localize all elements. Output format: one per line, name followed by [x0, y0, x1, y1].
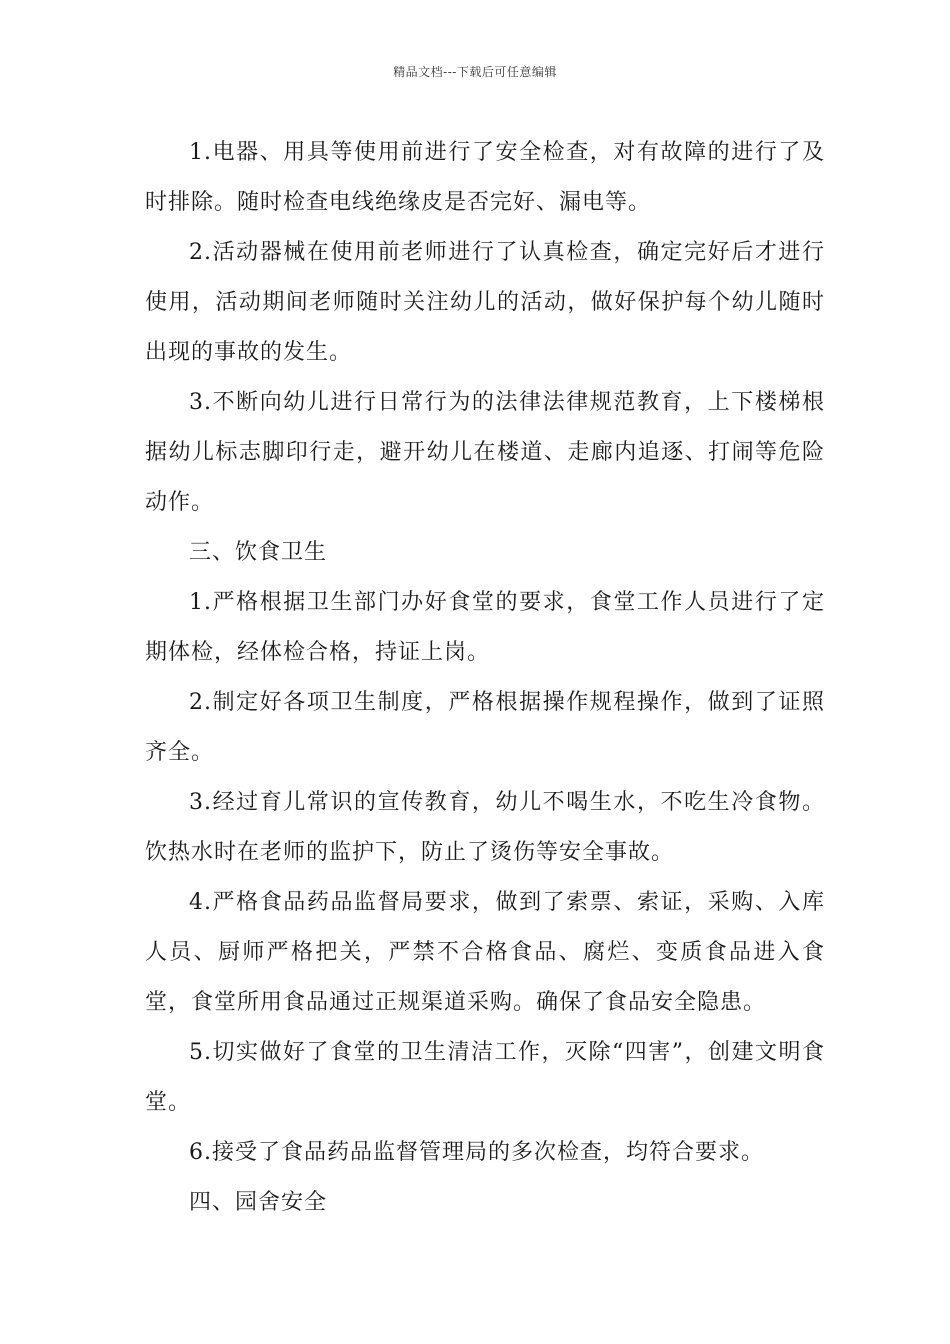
paragraph-activity-equipment: 2.活动器械在使用前老师进行了认真检查，确定完好后才进行使用，活动期间老师随时关注幼儿的活动，做好保护每个幼儿随时出现的事故的发生。 [145, 240, 825, 365]
paragraph-canteen-cleaning: 5.切实做好了食堂的卫生清洁工作，灭除“四害”，创建文明食堂。 [145, 1040, 825, 1115]
page-header: 精品文档---下载后可任意编辑 [393, 65, 557, 79]
paragraph-hygiene-rules: 2.制定好各项卫生制度，严格根据操作规程操作，做到了证照齐全。 [145, 690, 825, 765]
paragraph-electrical-safety: 1.电器、用具等使用前进行了安全检查，对有故障的进行了及时排除。随时检查电线绝缘皮是否完好、漏电等。 [145, 140, 825, 215]
section-heading-campus-safety: 四、园舍安全 [189, 1190, 328, 1215]
document-body [145, 128, 825, 1228]
paragraph-behavior-education: 3.不断向幼儿进行日常行为的法律法律规范教育，上下楼梯根据幼儿标志脚印行走，避开幼儿在楼道、走廊内追逐、打闹等危险动作。 [145, 390, 825, 515]
paragraph-food-supervision: 4.严格食品药品监督局要求，做到了索票、索证，采购、入库人员、厨师严格把关，严禁不合格食品、腐烂、变质食品进入食堂，食堂所用食品通过正规渠道采购。确保了食品安全隐患。 [145, 890, 825, 1015]
section-heading-food-hygiene: 三、饮食卫生 [189, 540, 328, 565]
paragraph-inspections: 6.接受了食品药品监督管理局的多次检查，均符合要求。 [189, 1140, 764, 1165]
paragraph-canteen-staff: 1.严格根据卫生部门办好食堂的要求，食堂工作人员进行了定期体检，经体检合格，持证上岗。 [145, 590, 825, 665]
paragraph-child-education: 3.经过育儿常识的宣传教育，幼儿不喝生水，不吃生冷食物。饮热水时在老师的监护下，防止了烫伤等安全事故。 [145, 790, 825, 865]
